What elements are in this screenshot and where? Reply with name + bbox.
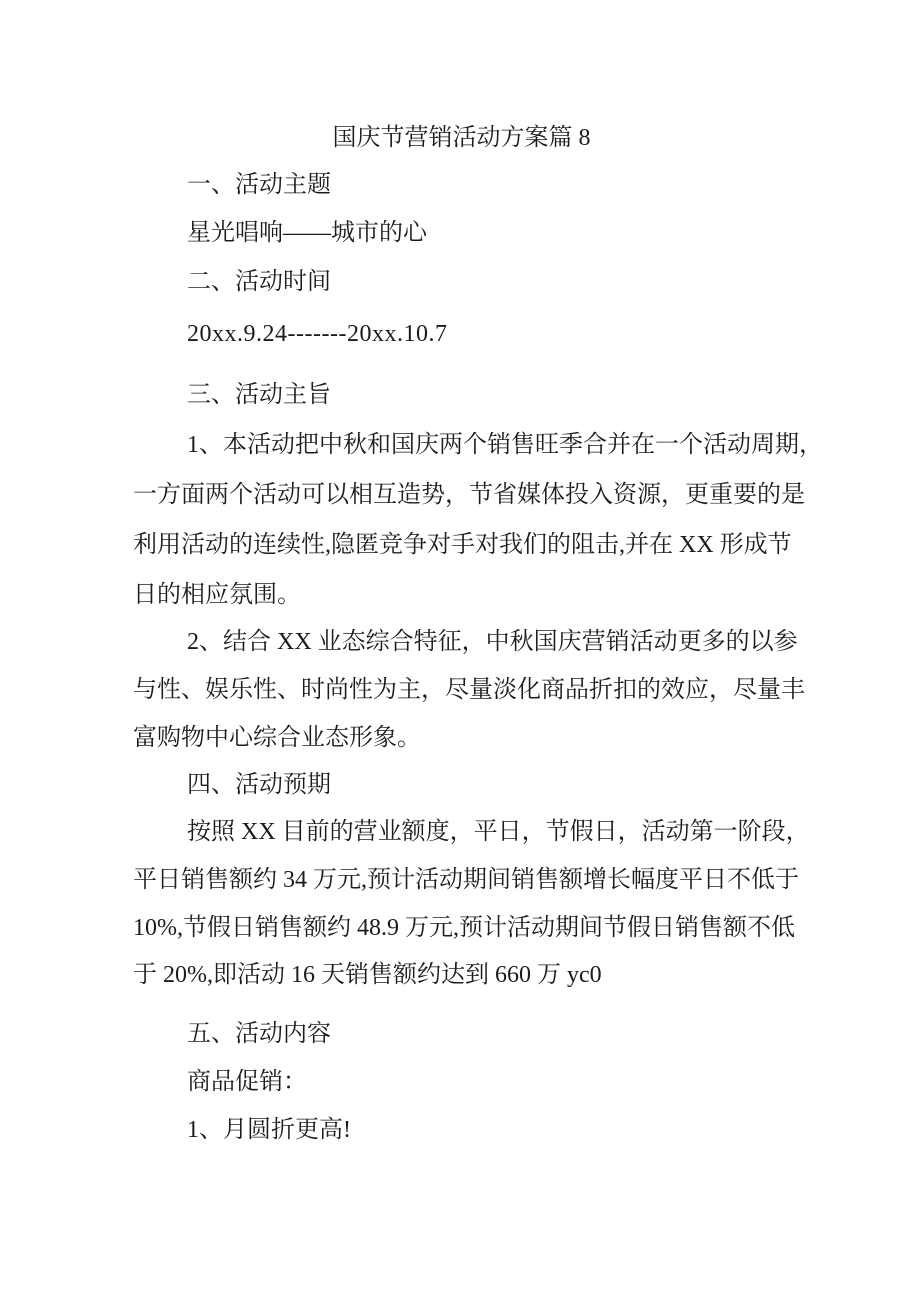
forecast-line1: 按照 XX 目前的营业额度，平日，节假日，活动第一阶段， <box>187 819 810 845</box>
purpose-para1-line2: 一方面两个活动可以相互造势，节省媒体投入资源，更重要的是 <box>133 482 805 508</box>
purpose-para2-line3: 富购物中心综合业态形象。 <box>133 725 421 751</box>
promo-section-label: 商品促销： <box>187 1069 307 1095</box>
heading-activity-purpose: 三、活动主旨 <box>187 382 331 408</box>
heading-activity-time: 二、活动时间 <box>187 269 331 295</box>
purpose-para2-line1: 2、结合 XX 业态综合特征，中秋国庆营销活动更多的以参 <box>187 629 798 655</box>
forecast-line2: 平日销售额约 34 万元,预计活动期间销售额增长幅度平日不低于 <box>133 867 799 893</box>
heading-activity-content: 五、活动内容 <box>187 1021 331 1047</box>
promo-item-1: 1、月圆折更高! <box>187 1117 351 1143</box>
heading-activity-theme: 一、活动主题 <box>187 172 331 198</box>
activity-theme-text: 星光唱响——城市的心 <box>187 220 427 246</box>
purpose-para1-line4: 日的相应氛围。 <box>133 582 301 608</box>
doc-title: 国庆节营销活动方案篇 8 <box>332 125 591 151</box>
activity-date-range: 20xx.9.24-------20xx.10.7 <box>187 321 448 347</box>
forecast-line4: 于 20%,即活动 16 天销售额约达到 660 万 yc0 <box>133 962 602 988</box>
purpose-para1-line1: 1、本活动把中秋和国庆两个销售旺季合并在一个活动周期， <box>187 432 823 458</box>
purpose-para1-line3: 利用活动的连续性,隐匿竞争对手对我们的阻击,并在 XX 形成节 <box>133 532 792 558</box>
purpose-para2-line2: 与性、娱乐性、时尚性为主，尽量淡化商品折扣的效应，尽量丰 <box>133 677 805 703</box>
forecast-line3: 10%,节假日销售额约 48.9 万元,预计活动期间节假日销售额不低 <box>133 915 795 941</box>
heading-activity-forecast: 四、活动预期 <box>187 772 331 798</box>
